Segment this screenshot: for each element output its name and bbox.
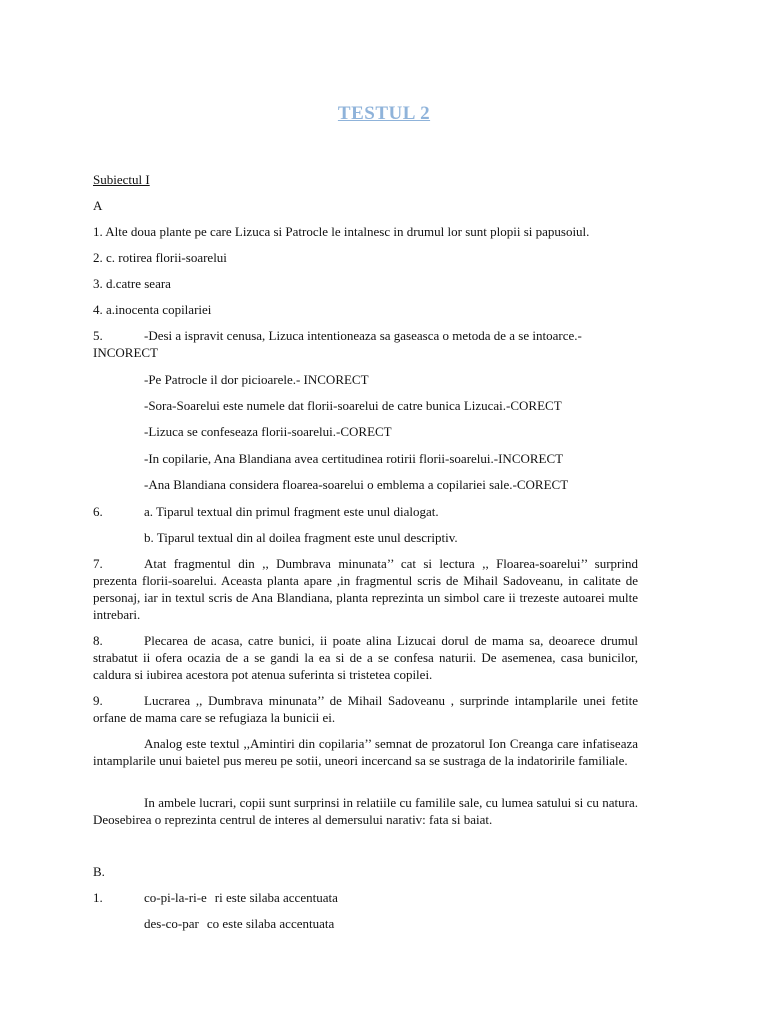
statement-line: -Ana Blandiana considera floarea-soarelui o emblema a copilariei sale.-CORECT [144,477,569,492]
list-item [93,301,673,318]
statement-line: -Pe Patrocle il dor picioarele.- INCORECT [144,372,369,387]
item-number: 1. [93,224,103,239]
item-text: d.catre seara [106,276,171,291]
list-item-6 [93,503,673,520]
section-b-label: B. [93,864,105,879]
section-a-label: A [93,198,103,213]
item-text: a.inocenta copilariei [106,302,212,317]
item-9-paragraph-2: Analog este textul ,,Amintiri din copilaria’’ semnat de prozatorul Ion Creanga care infatiseaza intamplarile unui baietel pus mereu pe sotii, uneori incercand sa se sustraga de la indatoririle familiale. [93,736,638,768]
item-text: c. rotirea florii-soarelui [106,250,227,265]
item-number: 4. [93,302,103,317]
list-item [93,275,673,292]
item-9-paragraph-3: In ambele lucrari, copii sunt surprinsi in relatiile cu familile sale, cu lumea satului si cu natura. Deosebirea o reprezinta centrul de interes al demersului narativ: fata si baiat. [93,795,638,827]
item-text: a. Tiparul textual din primul fragment este unul dialogat. [144,504,439,519]
item-number: 1. [93,890,103,905]
b-item-1-line-2 [144,915,674,932]
list-item [93,249,673,266]
item-6-b: b. Tiparul textual din al doilea fragment este unul descriptiv. [144,530,458,545]
item-text: Plecarea de acasa, catre bunici, ii poate alina Lizucai dorul de mama sa, deoarece drumul strabatut ii ofera ocazia de a se gandi la ea si de a se confesa naturii. De asemenea, casa bunicilor, caldura si iubirea acestora pot atenua suferinta si tristetea copilei. [93,633,638,682]
item-number: 8. [93,633,103,648]
item-text: Lucrarea ,, Dumbrava minunata’’ de Mihail Sadoveanu , surprinde intamplarile unei fetite orfane de mama care se refugiaza la bunicii ei. [93,693,638,725]
item-text: Atat fragmentul din ,, Dumbrava minunata’’ cat si lectura ,, Floarea-soarelui’’ surprind prezenta florii-soarelui. Aceasta planta apare ,in fragmentul scris de Mihail Sadoveanu, in calitate de personaj, iar in textul scris de Ana Blandiana, planta reprezinta un simbol care ii trezeste autoarei multe intrebari. [93,556,638,622]
subject-heading: Subiectul I [93,172,150,187]
statement-line: -Sora-Soarelui este numele dat florii-soarelui de catre bunica Lizucai.-CORECT [144,398,562,413]
list-item [93,223,673,240]
item-number: 5. [93,328,103,343]
item-text: Alte doua plante pe care Lizuca si Patrocle le intalnesc in drumul lor sunt plopii si papusoiul. [105,224,590,239]
item-number: 3. [93,276,103,291]
list-item-9 [93,692,638,726]
item-number: 9. [93,693,103,708]
item-5-continuation: INCORECT [93,345,158,360]
statement-line: -Lizuca se confeseaza florii-soarelui.-CORECT [144,424,392,439]
page-title: TESTUL 2 [337,103,431,124]
item-number: 6. [93,504,103,519]
syllable-word: des-co-par [144,916,199,931]
syllable-note: ri este silaba accentuata [214,890,338,905]
list-item-8 [93,632,638,683]
item-number: 7. [93,556,103,571]
syllable-word: co-pi-la-ri-e [144,890,207,905]
b-item-1 [93,889,673,906]
list-item-5 [93,327,673,344]
item-text: -Desi a ispravit cenusa, Lizuca intentioneaza sa gaseasca o metoda de a se intoarce.- [144,328,582,343]
statement-line: -In copilarie, Ana Blandiana avea certitudinea rotirii florii-soarelui.-INCORECT [144,451,564,466]
list-item-7 [93,555,638,623]
item-number: 2. [93,250,103,265]
syllable-note: co este silaba accentuata [206,916,335,931]
